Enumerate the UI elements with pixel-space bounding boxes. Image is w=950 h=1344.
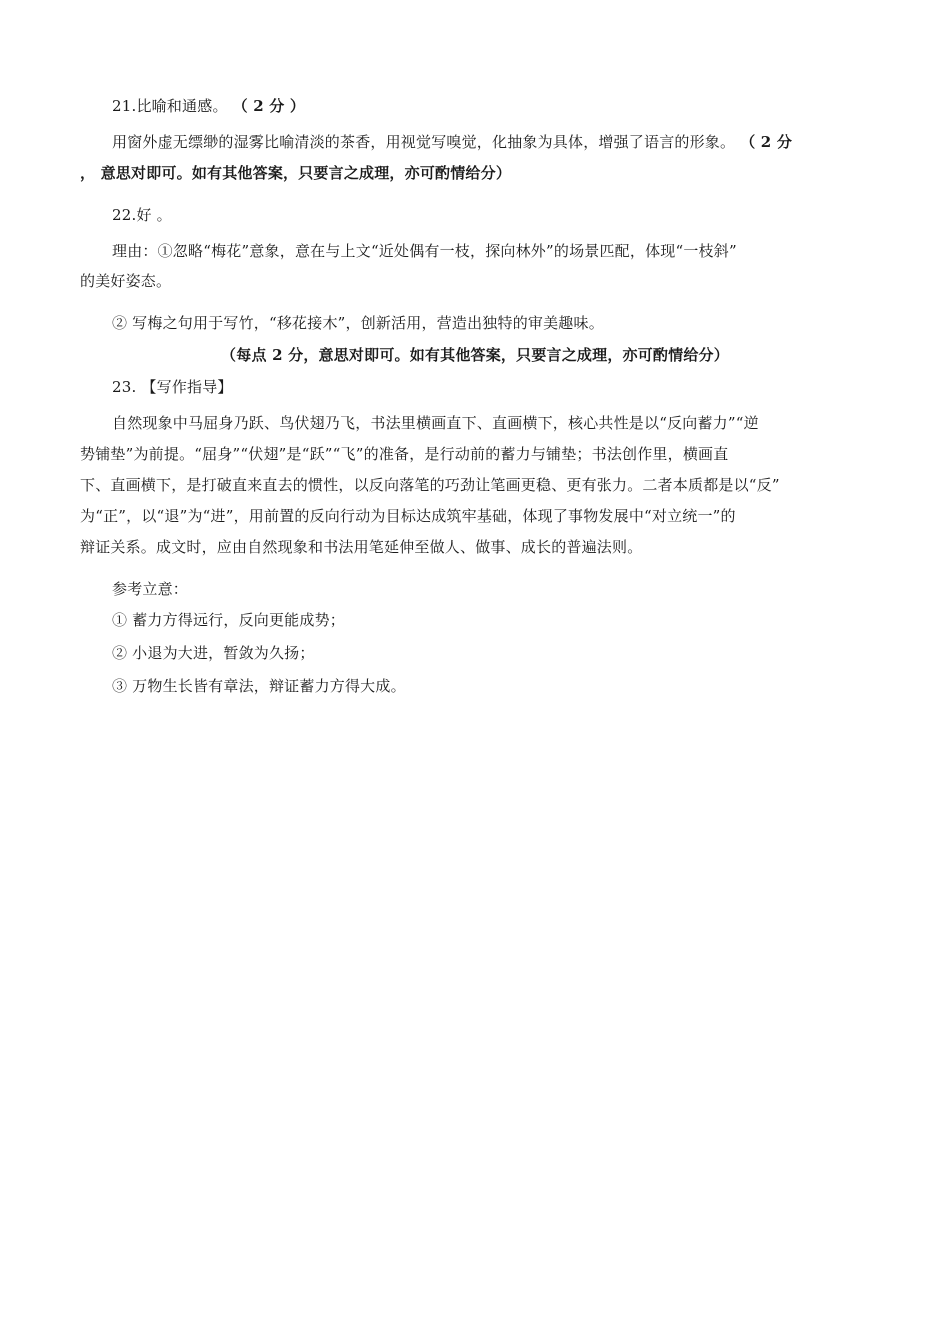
q22-answer: 22.好 。 [112, 206, 172, 224]
q23-para-line: 辩证关系。成文时，应由自然现象和书法用笔延伸至做人、做事、成长的普遍法则。 [80, 538, 643, 556]
q23-para-line: 势铺垫”为前提。“屈身”“伏翅”是“跃”“飞”的准备，是行动前的蓄力与铺垫；书法创作里，横画直 [80, 445, 729, 463]
q21-answer: 21.比喻和通感。 [112, 97, 228, 115]
q21-explain-text: 用窗外虚无缥缈的湿雾比喻清淡的茶香，用视觉写嗅觉，化抽象为具体，增强了语言的形象。 [112, 133, 736, 151]
q22-reason-line2: 的美好姿态。 [80, 272, 172, 290]
q21-score: （ 2 分 ） [232, 97, 306, 115]
q23-ref-title: 参考立意： [112, 580, 189, 598]
q23-ref-item: ① 蓄力方得远行，反向更能成势； [112, 611, 345, 629]
q23-ref-item: ② 小退为大进，暂敛为久扬； [112, 644, 315, 662]
q22-reason2: ② 写梅之句用于写竹，“移花接木”，创新活用，营造出独特的审美趣味。 [112, 314, 604, 332]
q22-scoring-note: （每点 2 分，意思对即可。如有其他答案，只要言之成理，亦可酌情给分） [221, 346, 729, 364]
q23-para-line: 自然现象中马屈身乃跃、鸟伏翅乃飞，书法里横画直下、直画横下，核心共性是以“反向蓄力”“逆 [112, 414, 759, 432]
q23-para-line: 下、直画横下，是打破直来直去的惯性，以反向落笔的巧劲让笔画更稳、更有张力。二者本质都是以“反” [80, 476, 780, 494]
q23-para-line: 为“正”，以“退”为“进”，用前置的反向行动为目标达成筑牢基础，体现了事物发展中“对立统一”的 [80, 507, 736, 525]
q23-ref-item: ③ 万物生长皆有章法，辩证蓄力方得大成。 [112, 677, 406, 695]
q23-heading: 23. 【写作指导】 [112, 378, 233, 396]
q22-reason-line1: 理由：①忽略“梅花”意象，意在与上文“近处偶有一枝，探向林外”的场景匹配，体现“一枝斜” [112, 242, 737, 260]
q21-answer-line [112, 96, 305, 116]
q21-explain-line2: ， 意思对即可。如有其他答案，只要言之成理，亦可酌情给分） [80, 164, 512, 182]
q21-explain-note-start: （ 2 分 [740, 133, 793, 151]
q21-explain-line1 [112, 132, 792, 152]
